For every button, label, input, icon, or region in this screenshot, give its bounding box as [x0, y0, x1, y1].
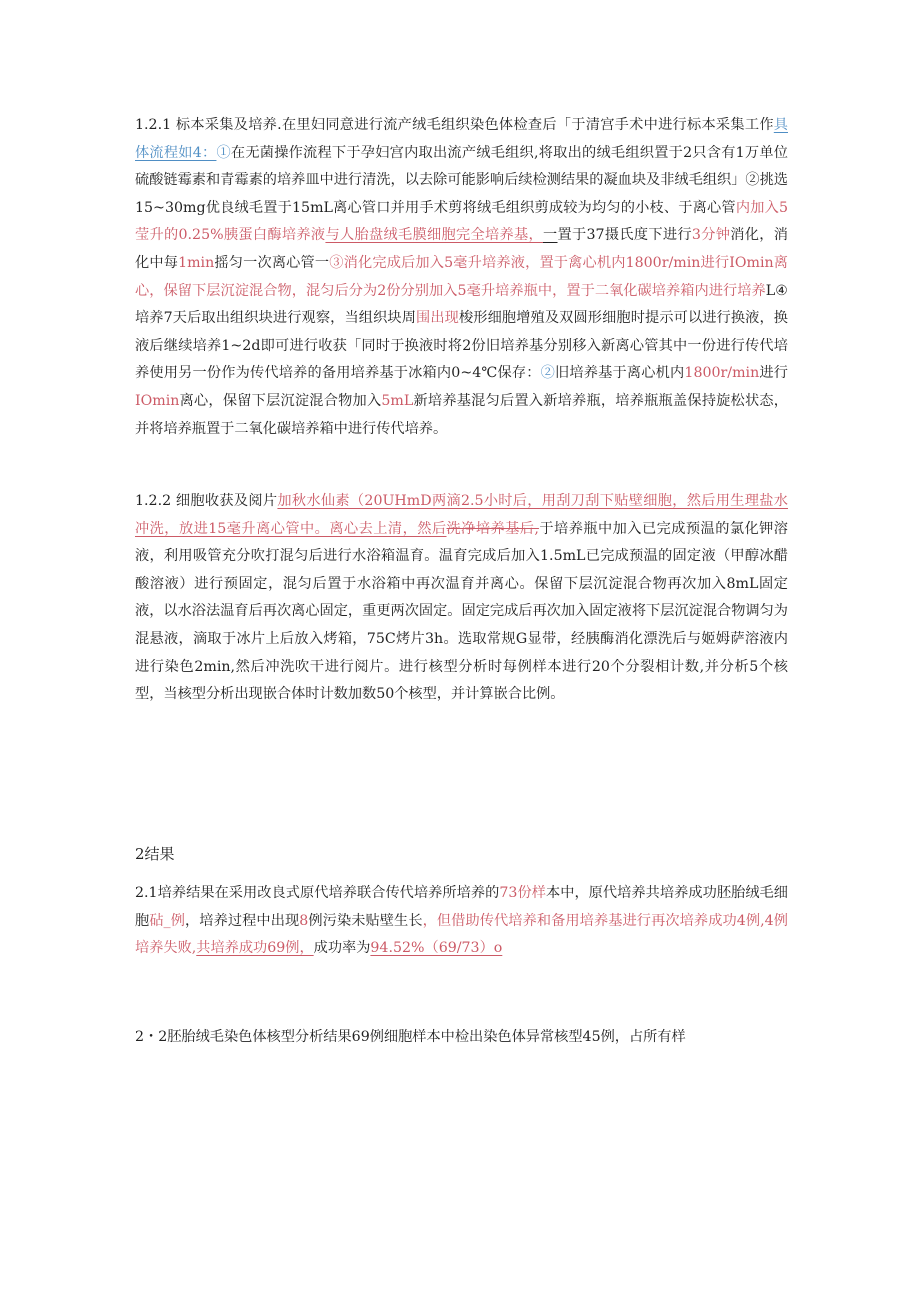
text-segment: 73份样	[499, 885, 546, 901]
text-segment: 梭形细胞增殖及双圆形细胞时提示可以进行换液，换液后继续培养1~2d即可进行收获「同时于换液时将2份旧培养基分别移入新离心管其中一份进行传代培养使用另一份作为传代培养的备用培养基于冰箱内0~4℃保存：	[135, 310, 788, 382]
text-segment: 8	[299, 912, 309, 929]
text-segment: 3分钟	[691, 227, 731, 244]
text-segment: ②	[540, 365, 556, 382]
text-segment: ④培养7天后取出组织块进行观察，当组织块周	[135, 282, 788, 327]
text-segment: 摇匀一次离心管一	[214, 254, 330, 271]
text-segment: 1.2.2 细胞收获及阅片	[135, 493, 278, 509]
text-segment: 1min	[178, 254, 215, 271]
text-segment: 例污染未贴壁生长	[308, 912, 423, 929]
text-segment: 砧_例	[149, 912, 186, 929]
text-segment: 洗净培养基后,	[446, 520, 539, 537]
text-segment: ①	[216, 144, 231, 161]
section-heading-results: 2结果	[135, 845, 175, 863]
text-segment: ，但借助传代培养和备用培养基进行再次培养成功4例,4例培养失败,	[135, 912, 788, 957]
text-segment: 共培养成功69例，	[196, 940, 314, 957]
text-segment: 离心，保留下层沉淀混合物加入	[179, 392, 382, 409]
text-segment: 新培养基混匀后置入新培养瓶，培养瓶瓶盖保持旋松状态，并将培养瓶置于二氧化碳培养箱中进行传代培养。	[135, 392, 788, 437]
text-segment: L	[765, 282, 776, 299]
text-segment: 2.1培养结果在采用改良式原代培养联合传代培养所培养的	[135, 885, 500, 901]
text-segment: 围出现	[416, 310, 459, 327]
text-segment: 旧培养基于离心机内	[555, 365, 685, 382]
paragraph-2-1	[135, 880, 788, 963]
text-segment: ，培养过程中出现	[185, 912, 300, 929]
text-segment: 2・2胚胎绒毛染色体核型分析结果69例细胞样本中检出染色体异常核型45例，占所有样	[135, 1029, 686, 1045]
text-segment: 本中，原代培养共培养成功胚胎绒毛细胞	[135, 885, 788, 929]
text-segment: 于培养瓶中加入已完成预温的氯化钾溶液，利用吸管充分吹打混匀后进行水浴箱温育。温育完成后加入1.5mL已完成预温的固定液（甲醇冰醋酸溶液）进行预固定，混匀后置于水浴箱中再次温育并离心。保留下层沉淀混合物再次加入8mL固定液，以水浴法温育后再次离心固定，重更两次固定。固定完成后再次加入固定液将下层沉淀混合物调匀为混悬液，滴取于冰片上后放入烤箱，75C烤片3h。选取常规G显带，经胰酶消化漂洗后与姬姆萨溶液内进行染色2min,然后冲洗吹干进行阅片。进行核型分析时每例样本进行20个分裂相计数,并分析5个核型，当核型分析出现嵌合体时计数加数50个核型，并计算嵌合比例。	[135, 520, 788, 703]
text-segment: 1.2.1 标本采集及培养.在里妇同意进行流产绒毛组织染色体检查后「于清宫手术中进行标本采集工作	[135, 117, 774, 133]
text-segment: 一	[543, 227, 558, 244]
text-segment: 消化，消化中每	[135, 227, 788, 271]
text-segment: 置于37摄氏度下进行	[557, 227, 692, 244]
text-segment: IOmin	[135, 392, 180, 409]
text-segment: 具体流程如4：	[135, 117, 788, 161]
text-segment: 与人胎盘绒毛膜细胞完全培养基，	[325, 227, 543, 244]
paragraph-1-2-1	[135, 112, 788, 443]
paragraph-2-2	[135, 1024, 788, 1052]
text-segment: 5mL	[381, 392, 414, 409]
text-segment: 1800r/min	[684, 365, 760, 382]
text-segment: 在无菌操作流程下于孕妇宫内取出流产绒毛组织,将取出的绒毛组织置于2只含有1万单位硫酸链霉素和青霉素的培养皿中进行清洗，以去除可能影响后续检测结果的凝血块及非绒毛组织」②挑选15~30mg优良绒毛置于15mL离心管口并用手术剪将绒毛组织剪成较为均匀的小枝、于离心管	[135, 144, 788, 216]
paragraph-1-2-2	[135, 488, 788, 709]
text-segment: 94.52%（69/73）o	[370, 940, 503, 957]
text-segment: 进行	[759, 365, 788, 382]
text-segment: ③消化完成后加入5毫升培养液，置于禽心机内1800r/min进行IOmin离心，保留下层沉淀混合物，混匀后分为2份分别加入5毫升培养瓶中，置于二氧化碳培养箱内进行培养	[135, 254, 788, 299]
text-segment: 加秋水仙素（20UHmD两滴2.5小时后，用刮刀刮下贴壁细胞，然后用生理盐水冲洗，放进15毫升离心管中。离心去上清，然后	[135, 493, 788, 537]
text-segment: 内加入5莹升的0.25%胰蛋白酶培养液	[135, 199, 788, 244]
text-segment: 成功率为	[313, 940, 371, 957]
